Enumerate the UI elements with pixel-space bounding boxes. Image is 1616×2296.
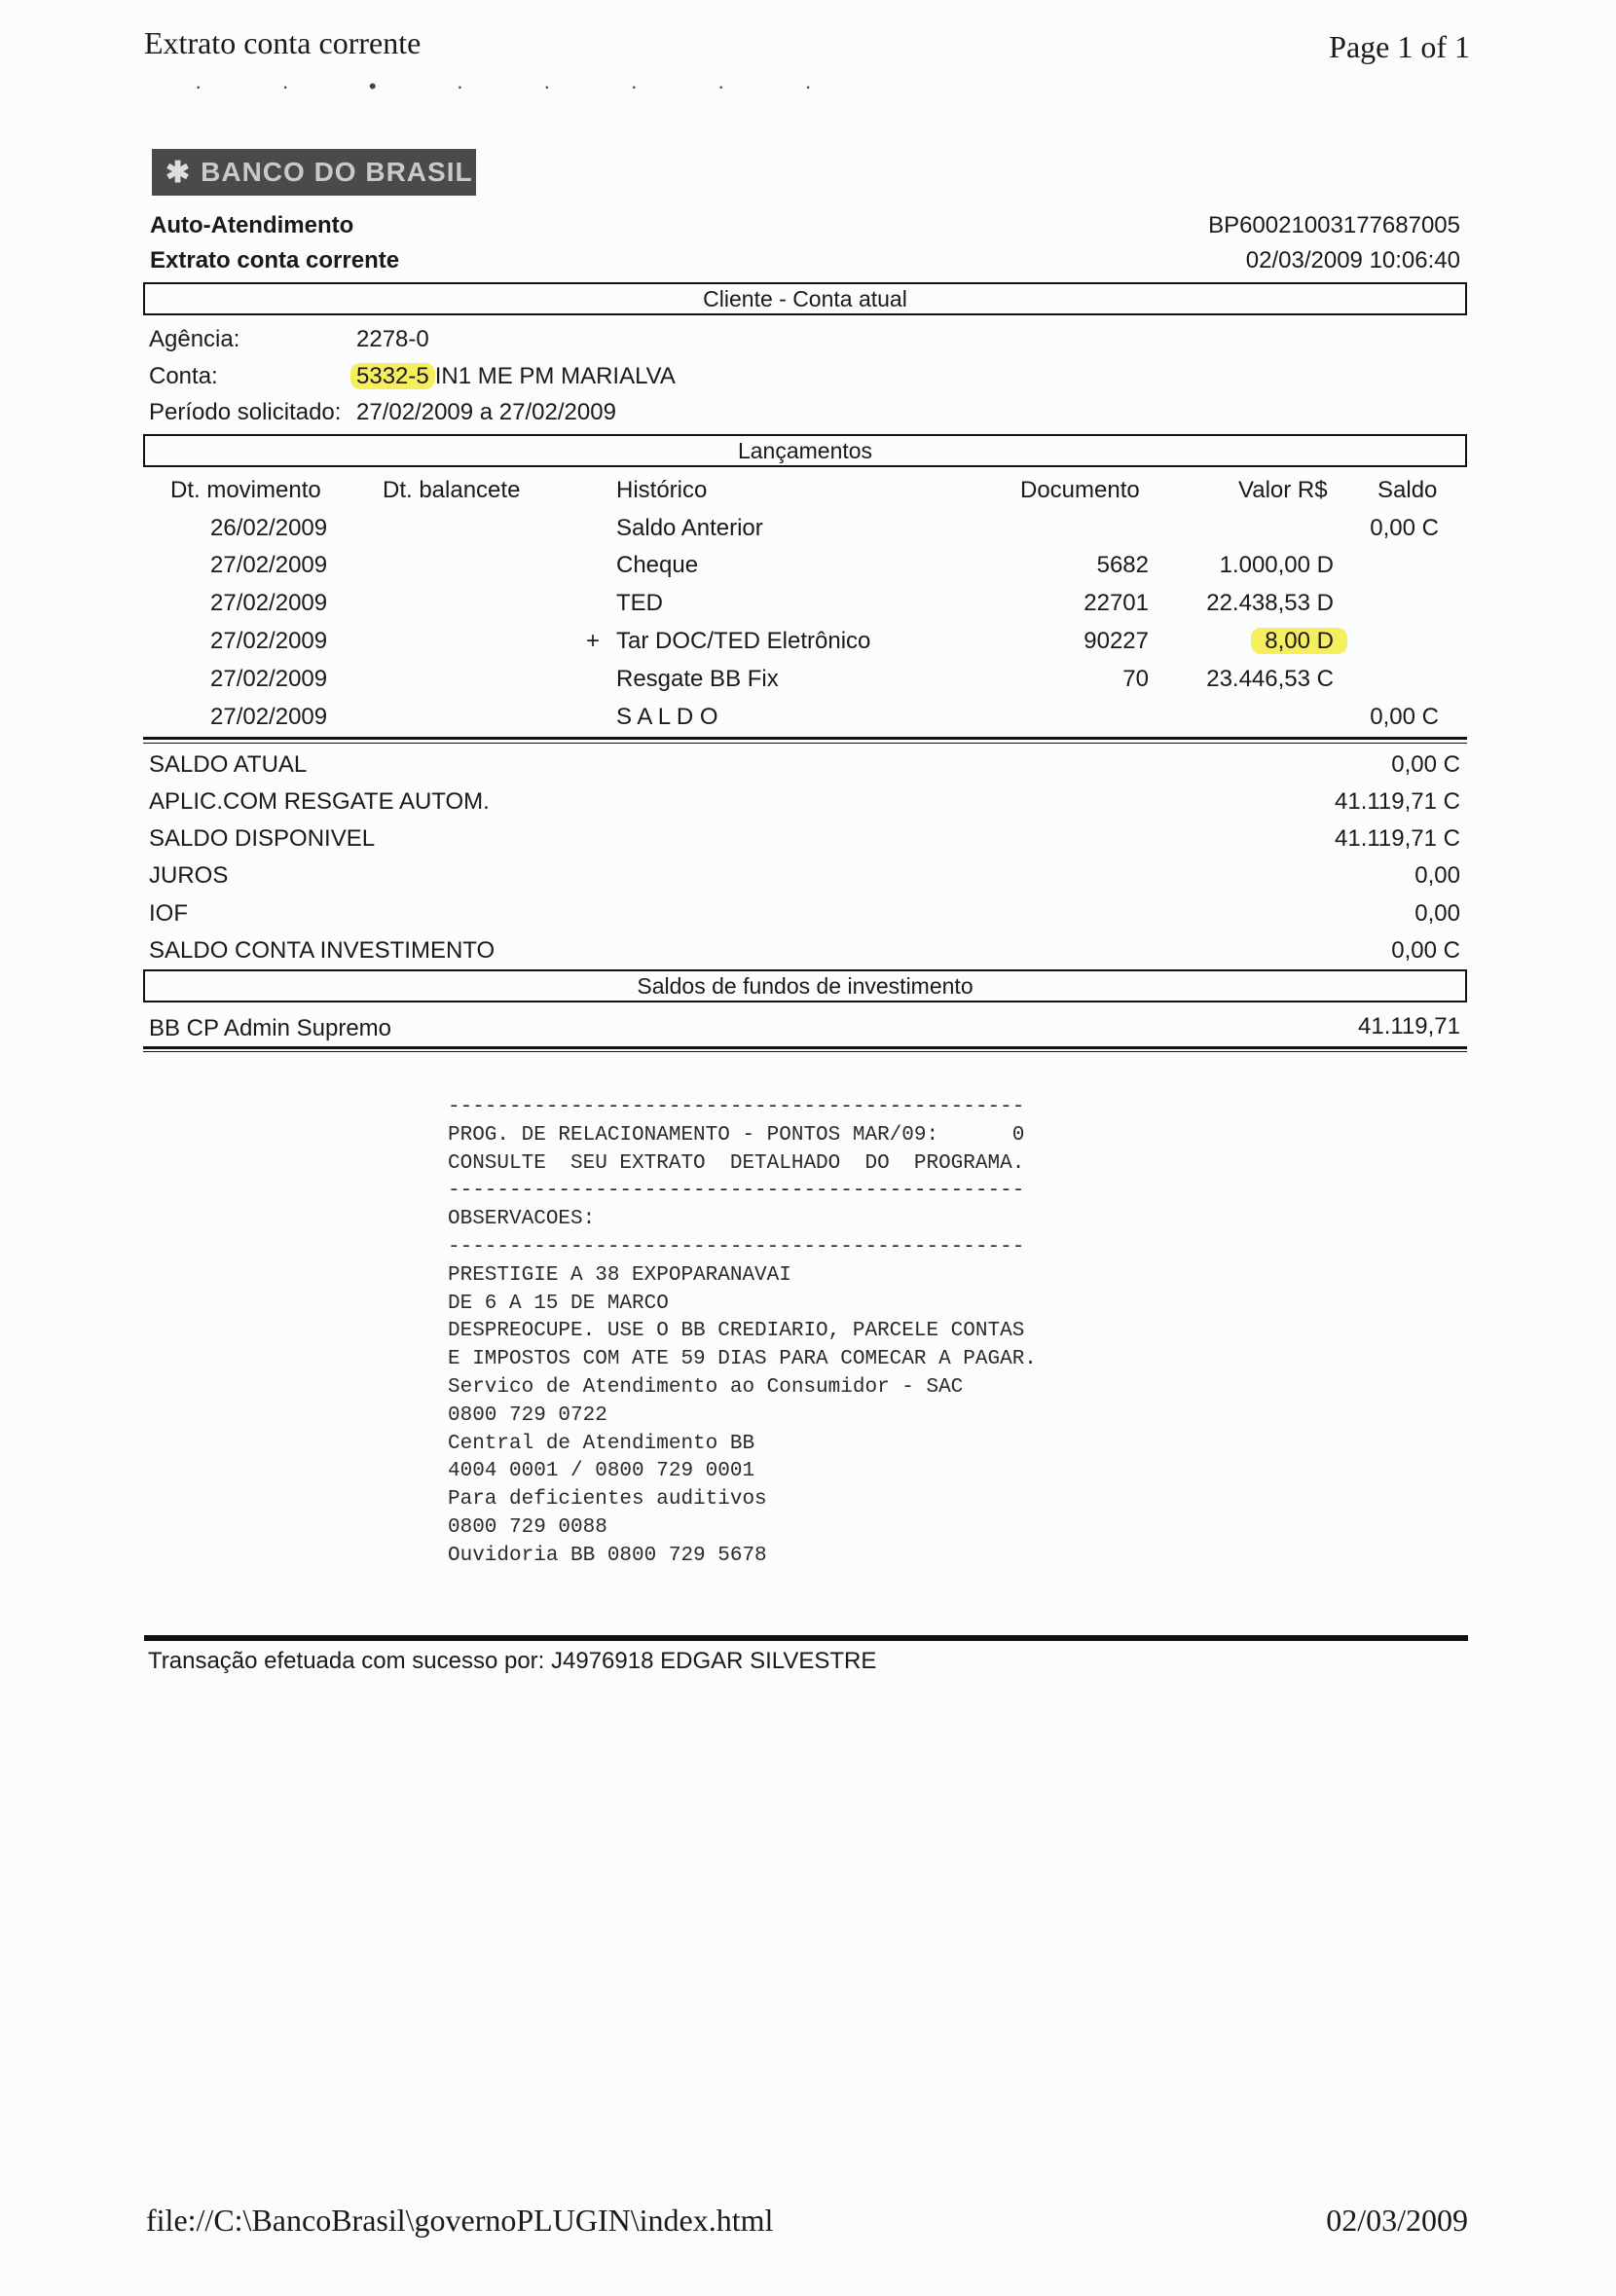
row-3-historico: Tar DOC/TED Eletrônico (616, 628, 871, 654)
row-5-historico: S A L D O (616, 704, 718, 730)
table-bottom-rule-thin (143, 743, 1467, 744)
row-4-historico: Resgate BB Fix (616, 666, 779, 692)
page-indicator: Page 1 of 1 (1329, 29, 1470, 64)
message-line: DE 6 A 15 DE MARCO (448, 1292, 669, 1315)
print-date: 02/03/2009 (1326, 2203, 1468, 2238)
row-1-documento: 5682 (1096, 552, 1149, 578)
conta-name: IN1 ME PM MARIALVA (434, 363, 676, 389)
col-dt-balancete: Dt. balancete (383, 477, 521, 503)
scan-specks: · · • · · · · · (195, 74, 849, 98)
col-historico: Histórico (616, 477, 708, 503)
row-2-documento: 22701 (1083, 590, 1149, 616)
fundo-value: 41.119,71 (1358, 1013, 1460, 1039)
row-2-date: 27/02/2009 (210, 590, 328, 616)
fundos-bottom-rule (143, 1046, 1467, 1049)
bank-logo-text: BANCO DO BRASIL (201, 157, 473, 187)
row-2-valor: 22.438,53 D (1206, 590, 1334, 616)
row-1-date: 27/02/2009 (210, 552, 328, 578)
message-line: Servico de Atendimento ao Consumidor - SAC (448, 1375, 964, 1399)
row-5-saldo: 0,00 C (1370, 704, 1439, 730)
message-line: PROG. DE RELACIONAMENTO - PONTOS MAR/09: 0 (448, 1123, 1025, 1147)
client-section-title: Cliente - Conta atual (703, 286, 907, 311)
row-4-date: 27/02/2009 (210, 666, 328, 692)
message-line: 0800 729 0088 (448, 1515, 607, 1539)
document-title: Extrato conta corrente (150, 247, 400, 273)
message-line: Para deficientes auditivos (448, 1488, 767, 1512)
col-documento: Documento (1020, 477, 1140, 503)
service-title: Auto-Atendimento (150, 212, 354, 238)
row-1-valor: 1.000,00 D (1219, 552, 1334, 578)
message-line: 4004 0001 / 0800 729 0001 (448, 1460, 755, 1483)
summary-label: APLIC.COM RESGATE AUTOM. (149, 788, 490, 815)
summary-label: SALDO DISPONIVEL (149, 825, 376, 852)
summary-value: 0,00 C (1391, 937, 1460, 964)
fundos-section-header (143, 969, 1467, 1002)
row-2-historico: TED (616, 590, 663, 616)
summary-value: 41.119,71 C (1335, 788, 1460, 815)
message-line: ----------------------------------------------- (448, 1180, 1025, 1203)
row-3-prefix: + (586, 628, 601, 654)
banco-do-brasil-logo (152, 149, 476, 196)
col-dt-movimento: Dt. movimento (170, 477, 321, 503)
summary-value: 0,00 (1414, 862, 1460, 889)
fundo-label: BB CP Admin Supremo (149, 1015, 392, 1041)
table-bottom-rule (143, 737, 1467, 740)
row-3-date: 27/02/2009 (210, 628, 328, 654)
message-line: Ouvidoria BB 0800 729 5678 (448, 1544, 767, 1567)
message-line: ----------------------------------------------- (448, 1096, 1025, 1118)
fundos-bottom-rule-thin (143, 1051, 1467, 1052)
conta-label: Conta: (149, 363, 218, 389)
row-1-historico: Cheque (616, 552, 699, 578)
col-saldo: Saldo (1377, 477, 1438, 503)
message-line: 0800 729 0722 (448, 1403, 607, 1427)
transaction-message: Transação efetuada com sucesso por: J4976918 EDGAR SILVESTRE (148, 1648, 877, 1674)
summary-value: 0,00 (1414, 900, 1460, 927)
col-valor: Valor R$ (1238, 477, 1328, 503)
message-line: E IMPOSTOS COM ATE 59 DIAS PARA COMECAR A PAGAR. (448, 1348, 1037, 1371)
lancamentos-section-title: Lançamentos (737, 438, 873, 463)
row-5-date: 27/02/2009 (210, 704, 328, 730)
periodo-value: 27/02/2009 a 27/02/2009 (356, 399, 616, 425)
message-line: OBSERVACOES: (448, 1208, 596, 1231)
fundos-section-title: Saldos de fundos de investimento (637, 973, 973, 999)
row-3-documento: 90227 (1083, 628, 1149, 654)
row-3-valor (1251, 628, 1347, 655)
row-0-saldo: 0,00 C (1370, 515, 1439, 541)
browser-page-title: Extrato conta corrente (144, 25, 422, 60)
agencia-value: 2278-0 (356, 326, 429, 352)
periodo-label: Período solicitado: (149, 399, 342, 425)
page-url: file://C:\BancoBrasil\governoPLUGIN\index.html (146, 2203, 774, 2238)
conta-number: 5332-5 (350, 363, 435, 389)
message-line: ----------------------------------------------- (448, 1235, 1025, 1258)
row-4-valor: 23.446,53 C (1206, 666, 1334, 692)
message-line: Central de Atendimento BB (448, 1432, 755, 1455)
row-4-documento: 70 (1122, 666, 1149, 692)
statement-datetime: 02/03/2009 10:06:40 (1245, 247, 1460, 273)
summary-label: IOF (149, 900, 188, 927)
client-section-header (143, 282, 1467, 315)
summary-label: SALDO CONTA INVESTIMENTO (149, 937, 496, 964)
summary-value: 0,00 C (1391, 751, 1460, 778)
message-line: DESPREOCUPE. USE O BB CREDIARIO, PARCELE CONTAS (448, 1320, 1025, 1343)
summary-value: 41.119,71 C (1335, 825, 1460, 852)
row-0-historico: Saldo Anterior (616, 515, 763, 541)
row-0-date: 26/02/2009 (210, 515, 328, 541)
conta-value (350, 363, 676, 390)
bank-logo-icon: ✱ (165, 156, 192, 189)
agencia-label: Agência: (149, 326, 240, 352)
summary-label: JUROS (149, 862, 229, 889)
lancamentos-section-header (143, 434, 1467, 467)
protocol-number: BP60021003177687005 (1208, 212, 1460, 238)
footer-rule (144, 1635, 1468, 1641)
message-line: CONSULTE SEU EXTRATO DETALHADO DO PROGRAMA. (448, 1151, 1025, 1175)
messages-block (448, 1094, 1168, 1571)
row-3-valor-highlight: 8,00 D (1251, 628, 1347, 654)
message-line: PRESTIGIE A 38 EXPOPARANAVAI (448, 1263, 791, 1287)
summary-label: SALDO ATUAL (149, 751, 308, 778)
